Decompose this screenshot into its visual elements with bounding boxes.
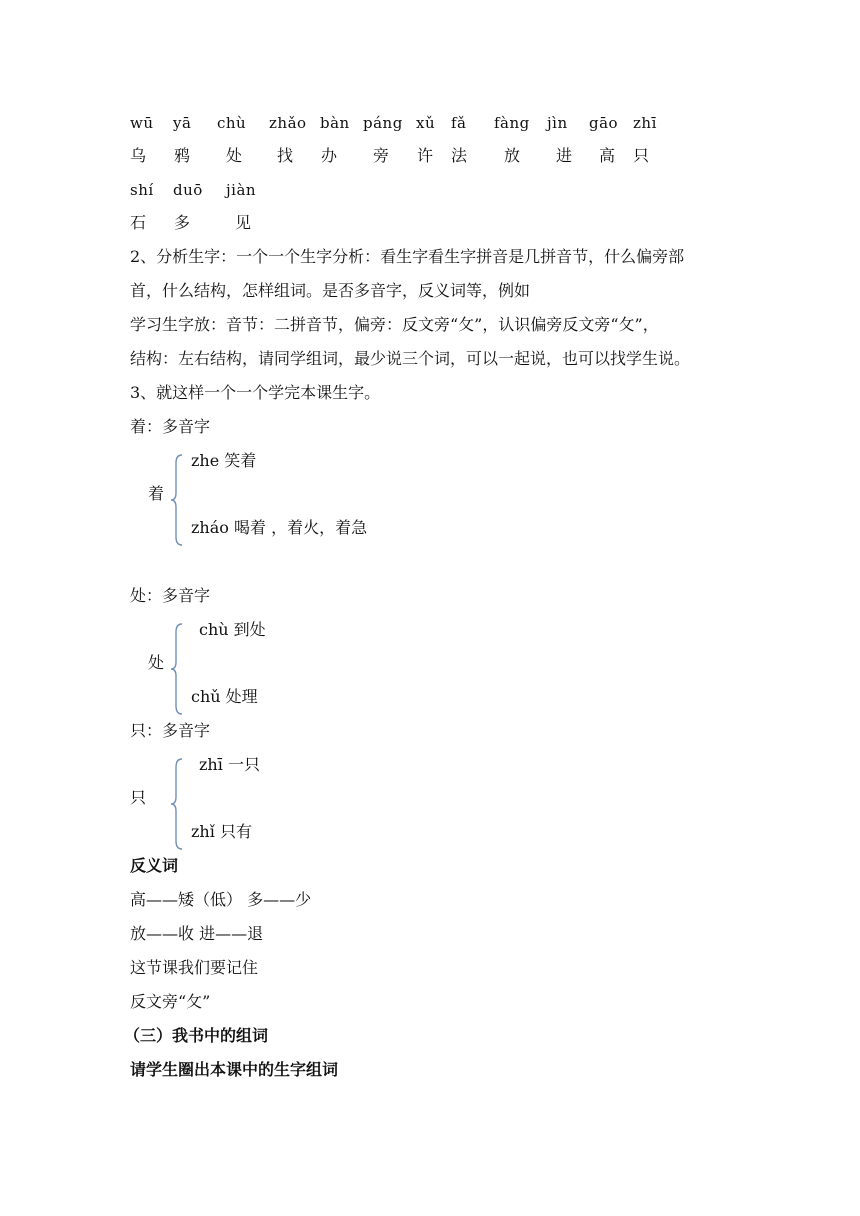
pinyin: fǎ [451,114,467,132]
polyphone-char: 着 [148,484,165,503]
polyphone-heading: 只：多音字 [130,721,211,740]
polyphone-reading: chǔ 处理 [191,687,258,706]
paragraph-line: 学习生字放：音节：二拼音节，偏旁：反文旁“攵”，认识偏旁反文旁“攵”， [130,315,659,334]
antonym-line: 高——矮（低） 多——少 [130,890,312,909]
paragraph-line: 结构：左右结构，请同学组词，最少说三个词，可以一起说，也可以找学生说。 [130,349,691,368]
remember-line: 这节课我们要记住 [130,958,259,977]
pinyin: jiàn [226,181,257,199]
character: 许 [417,146,434,165]
polyphone-heading: 着：多音字 [130,417,211,436]
remember-line: 反文旁“攵” [130,992,211,1011]
polyphone-char: 处 [148,653,165,672]
pinyin: chù [217,114,247,132]
character: 鸦 [174,146,191,165]
polyphone-reading: zhǐ 只有 [191,822,252,841]
pinyin: bàn [320,114,350,132]
character: 石 [130,213,147,232]
character: 旁 [373,146,390,165]
polyphone-reading: chù 到处 [199,620,266,639]
character: 高 [599,146,616,165]
polyphone-reading: zhī 一只 [199,755,260,774]
pinyin: gāo [589,114,619,132]
pinyin: zhǎo [269,114,307,132]
brace-icon [170,453,184,547]
polyphone-char: 只 [130,788,147,807]
polyphone-reading: zháo 喝着 ，着火，着急 [191,518,368,537]
pinyin: shí [130,181,154,199]
paragraph-line: 3、就这样一个一个学完本课生字。 [130,383,381,402]
paragraph-line: 首，什么结构，怎样组词。是否多音字，反义词等，例如 [130,281,531,300]
antonym-heading: 反义词 [130,856,179,875]
character: 只 [633,146,650,165]
character: 放 [504,146,521,165]
pinyin: páng [363,114,403,132]
character: 法 [451,146,468,165]
polyphone-heading: 处：多音字 [130,586,211,605]
character: 办 [321,146,338,165]
pinyin: xǔ [416,114,436,132]
paragraph-line: 2、分析生字：一个一个生字分析：看生字看生字拼音是几拼音节，什么偏旁部 [130,247,685,266]
antonym-line: 放——收 进——退 [130,924,264,943]
character: 见 [235,213,252,232]
section-heading: （三）我书中的组词 [124,1026,269,1045]
character: 多 [174,213,191,232]
pinyin: jìn [547,114,568,132]
pinyin: wū [130,114,154,132]
brace-icon [170,757,184,851]
polyphone-reading: zhe 笑着 [191,451,257,470]
pinyin: zhī [633,114,657,132]
pinyin: yā [173,114,192,132]
pinyin: duō [173,181,203,199]
character: 处 [226,146,243,165]
brace-icon [170,622,184,716]
character: 找 [277,146,294,165]
section-instruction: 请学生圈出本课中的生字组词 [130,1060,339,1079]
character: 乌 [130,146,147,165]
pinyin: fàng [494,114,530,132]
character: 进 [556,146,573,165]
